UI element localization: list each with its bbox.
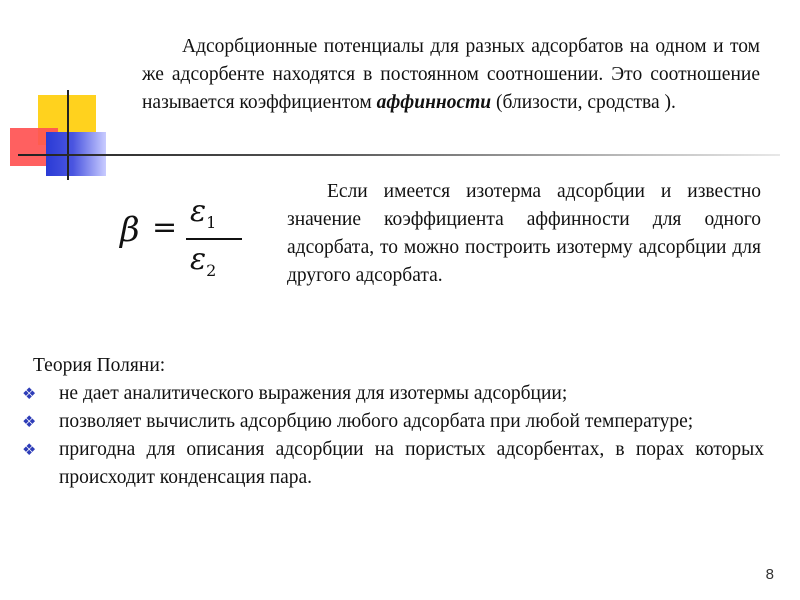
- theory-title: Теория Поляни:: [33, 355, 166, 376]
- affinity-formula: [120, 190, 240, 290]
- emphasis-affinity: аффинности: [376, 92, 492, 113]
- diamond-bullet-icon: ❖: [22, 412, 37, 431]
- decor-vertical-line: [67, 90, 69, 180]
- formula-fraction-bar: [186, 238, 242, 240]
- diamond-bullet-icon: ❖: [22, 384, 37, 403]
- diamond-bullet-icon: ❖: [22, 440, 37, 459]
- page-number: 8: [765, 566, 774, 583]
- header-divider-line: [18, 154, 780, 156]
- formula-equals: =: [152, 210, 178, 245]
- formula-denominator: $\varepsilon_2$: [190, 242, 217, 280]
- intro-paragraph: Адсорбционные потенциалы для разных адсорбатов на одном и том же адсорбенте находятся в постоянном соотношении. Это соотношение называется коэффициентом аффинности (близости, сродства ).: [142, 36, 760, 113]
- formula-numerator: $\varepsilon_1$: [190, 194, 217, 232]
- isotherm-paragraph: Если имеется изотерма адсорбции и известно значение коэффициента аффинности для одного адсорбата, то можно построить изотерму адсорбции для другого адсорбата.: [287, 181, 761, 286]
- list-item: ❖ пригодна для описания адсорбции на пористых адсорбентах, в порах которых происходит конденсация пара.: [22, 436, 764, 492]
- theory-bullet-list: [22, 380, 764, 492]
- formula-beta: β: [120, 210, 140, 250]
- list-item: ❖ позволяет вычислить адсорбцию любого адсорбата при любой температуре;: [22, 408, 764, 436]
- list-item: ❖ не дает аналитического выражения для изотермы адсорбции;: [22, 380, 764, 408]
